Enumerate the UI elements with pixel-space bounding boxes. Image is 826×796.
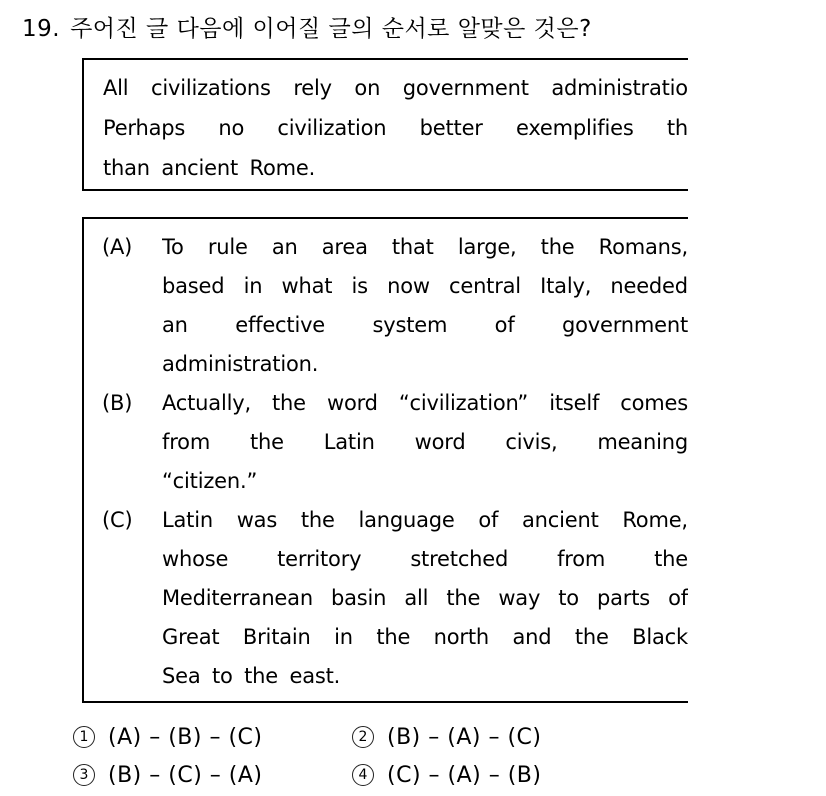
word: of <box>494 313 515 337</box>
word: Latin <box>162 508 213 532</box>
word: central <box>449 274 521 298</box>
word: on <box>354 76 381 100</box>
word: Romans, <box>598 235 688 259</box>
choice-2[interactable] <box>352 718 541 756</box>
given-passage-box <box>82 58 688 191</box>
word: the <box>376 625 411 649</box>
word: Britain <box>242 625 311 649</box>
word: territory <box>277 547 362 571</box>
text-line: Sea to the east. <box>162 664 341 688</box>
choice-1[interactable] <box>73 718 352 756</box>
question-title <box>22 10 592 43</box>
word: effective <box>235 313 326 337</box>
text-line <box>162 267 688 306</box>
word: stretched <box>410 547 509 571</box>
text-line <box>162 540 688 579</box>
word: Perhaps <box>103 116 186 140</box>
word: administratio <box>551 76 688 100</box>
paragraph-label: (A) <box>102 235 133 259</box>
word: the <box>272 391 306 415</box>
text-line <box>162 423 688 462</box>
choice-3[interactable] <box>73 756 352 794</box>
word: the <box>249 430 284 454</box>
text-line <box>162 579 688 618</box>
word: an <box>271 235 298 259</box>
word: north <box>433 625 489 649</box>
word: All <box>103 76 129 100</box>
text-line <box>162 306 688 345</box>
word: “civilization” <box>398 391 529 415</box>
choice-4[interactable] <box>352 756 541 794</box>
paragraph-a <box>84 228 688 384</box>
word: th <box>666 116 688 140</box>
word: of <box>478 508 499 532</box>
word: Great <box>162 625 220 649</box>
word: from <box>557 547 606 571</box>
word: To <box>162 235 184 259</box>
word: Italy, <box>540 274 592 298</box>
word: way <box>498 586 541 610</box>
word: from <box>162 430 211 454</box>
word: civis, <box>505 430 558 454</box>
word: civilizations <box>150 76 271 100</box>
word: exemplifies <box>515 116 634 140</box>
word: based <box>162 274 225 298</box>
word: Mediterranean <box>162 586 313 610</box>
word: rule <box>207 235 248 259</box>
word: Actually, <box>162 391 251 415</box>
word: in <box>243 274 263 298</box>
word: in <box>334 625 353 649</box>
word: Rome, <box>622 508 688 532</box>
choice-number-icon: 4 <box>352 764 374 786</box>
word: basin <box>331 586 387 610</box>
word: rely <box>293 76 332 100</box>
word: large, <box>457 235 517 259</box>
word: was <box>236 508 278 532</box>
paragraph-b <box>84 384 688 501</box>
word: system <box>372 313 448 337</box>
word: government <box>402 76 529 100</box>
word: now <box>387 274 430 298</box>
choice-number-icon: 1 <box>73 726 95 748</box>
choice-label: (A) – (B) – (C) <box>108 724 263 750</box>
word: whose <box>162 547 229 571</box>
text-line <box>162 501 688 540</box>
word: meaning <box>597 430 688 454</box>
word: comes <box>620 391 688 415</box>
word: better <box>419 116 483 140</box>
word: and <box>512 625 552 649</box>
word: is <box>351 274 368 298</box>
word: Black <box>632 625 688 649</box>
word: word <box>414 430 466 454</box>
word: no <box>218 116 245 140</box>
answer-choices <box>73 718 541 794</box>
text-line: than ancient Rome. <box>103 156 316 180</box>
choice-number-icon: 2 <box>352 726 374 748</box>
word: to <box>558 586 579 610</box>
question-text: 주어진 글 다음에 이어질 글의 순서로 알맞은 것은? <box>70 16 592 42</box>
word: ancient <box>521 508 599 532</box>
word: language <box>358 508 455 532</box>
word: Latin <box>323 430 375 454</box>
word: itself <box>549 391 600 415</box>
text-line <box>103 108 688 148</box>
paragraph-label: (B) <box>102 391 133 415</box>
word: the <box>300 508 335 532</box>
choice-label: (B) – (A) – (C) <box>387 724 542 750</box>
text-line <box>162 618 688 657</box>
text-line <box>162 384 688 423</box>
word: needed <box>610 274 688 298</box>
word: all <box>404 586 429 610</box>
paragraph-c <box>84 501 688 696</box>
choice-label: (C) – (A) – (B) <box>387 762 542 788</box>
word: the <box>654 547 688 571</box>
word: the <box>446 586 481 610</box>
paragraph-label: (C) <box>102 508 133 532</box>
question-number: 19. <box>22 16 61 42</box>
text-line: “citizen.” <box>162 469 258 493</box>
choice-number-icon: 3 <box>73 764 95 786</box>
choice-label: (B) – (C) – (A) <box>108 762 263 788</box>
word: the <box>574 625 609 649</box>
text-line: administration. <box>162 352 319 376</box>
word: word <box>326 391 378 415</box>
word: civilization <box>277 116 387 140</box>
word: an <box>162 313 188 337</box>
word: area <box>321 235 368 259</box>
text-line <box>162 228 688 267</box>
word: of <box>668 586 688 610</box>
text-line <box>103 68 688 108</box>
word: government <box>561 313 688 337</box>
word: that <box>391 235 434 259</box>
ordering-paragraphs-box <box>82 217 688 703</box>
word: what <box>281 274 333 298</box>
word: the <box>540 235 575 259</box>
word: parts <box>597 586 651 610</box>
